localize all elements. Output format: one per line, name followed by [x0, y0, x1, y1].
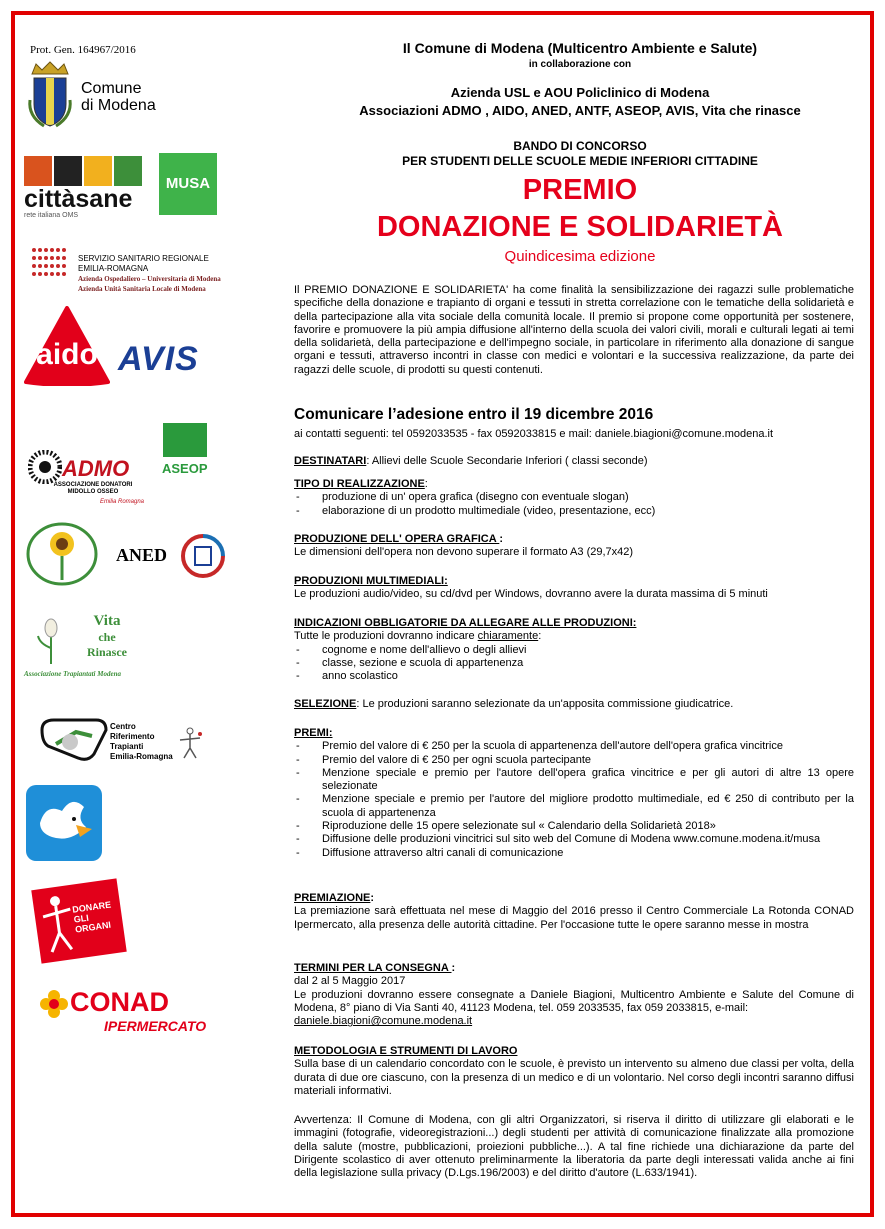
flower-icon	[36, 618, 66, 664]
conad-logo	[40, 990, 68, 1023]
tile-icon	[84, 156, 112, 186]
musa-logo	[159, 153, 217, 215]
vita-che-rinasce-icon	[36, 618, 66, 669]
partners-block	[290, 84, 870, 120]
cittasane-tiles	[24, 156, 142, 186]
destinatari-section	[294, 455, 854, 468]
dove-logo	[26, 785, 102, 861]
multimedia-text: Le produzioni audio/video, su cd/dvd per Windows, dovranno avere la durata massima di 5 minuti	[294, 588, 768, 601]
vita-subtext: Associazione Trapiantati Modena	[24, 670, 121, 678]
comune-crest-icon	[26, 60, 74, 130]
multimedia-section	[294, 575, 854, 602]
list-item: - Diffusione attraverso altri canali di comunicazione	[294, 847, 854, 860]
avvertenza-paragraph: Avvertenza: Il Comune di Modena, con gli altri Organizzatori, si riserva il diritto di utilizzare gli elaborati e le immagini (fotografie, videoregistrazioni...) degli studenti per attività di comunicazione finalizzate alla promozione della salute (mostre, pubblicazioni, proiezioni pubbliche...). A tal fine richiede una dichiarazione da parte del Dirigente scolastico di aver ottenuto preliminarmente la liberatoria da parte degli interessati valida anche ai fini della legislazione sulla privacy (D.Lgs.196/2003) e del diritto d'autore (L.633/1941).	[294, 1114, 854, 1180]
tile-icon	[24, 156, 52, 186]
bando-line2: PER STUDENTI DELLE SCUOLE MEDIE INFERIORI CITTADINE	[402, 154, 758, 168]
list-item: - Premio del valore di € 250 per la scuola di appartenenza dell'autore dell'opera grafica vincitrice	[294, 740, 854, 753]
figure-icon	[36, 891, 80, 955]
tile-icon	[54, 156, 82, 186]
list-item: - Premio del valore di € 250 per ogni scuola partecipante	[294, 754, 854, 767]
vita-word: Vita	[93, 613, 121, 629]
premiazione-section: PREMIAZIONE: La premiazione sarà effettuata nel mese di Maggio del 2016 presso il Centro Commerciale La Rotonda CONAD Ipermercato, alla presenza delle autorità cittadine. Per l'occasione tutte le opere saranno messe in mostra	[294, 892, 854, 931]
destinatari-heading: DESTINATARI	[294, 455, 367, 467]
selezione-section	[294, 698, 854, 711]
premiazione-text: La premiazione sarà effettuata nel mese di Maggio del 2016 presso il Centro Commerciale La Rotonda CONAD Ipermercato, alla presenza delle autorità cittadine. Per l'occasione tutte le opere saranno messe in mostra	[294, 905, 854, 931]
bando-line1: BANDO DI CONCORSO	[513, 139, 647, 153]
ssr-logo	[30, 246, 72, 285]
premi-heading: PREMI:	[294, 727, 333, 739]
ssr-text	[78, 254, 221, 294]
selezione-text: : Le produzioni saranno selezionate da un'apposita commissione giudicatrice.	[356, 698, 734, 710]
metodologia-heading: METODOLOGIA E STRUMENTI DI LAVORO	[294, 1045, 518, 1057]
crt-track-icon	[36, 716, 110, 766]
opera-heading: PRODUZIONE DELL' OPERA GRAFICA	[294, 533, 500, 545]
admo-text: ADMO	[62, 456, 130, 481]
premi-section	[294, 727, 854, 860]
termini-section: TERMINI PER LA CONSEGNA : dal 2 al 5 Maggio 2017 Le produzioni dovranno essere consegnate a Daniele Biagioni, Multicentro Ambiente e Salute del Comune di Modena, 8° piano di Via Santi 40, 41123 Modena, tel. 059 2033535, fax 059 2033815, e-mail: daniele.biagioni@comune.modena.it	[294, 962, 854, 1028]
musa-text: MUSA	[165, 175, 211, 192]
ssr-title: SERVIZIO SANITARIO REGIONALE	[78, 254, 209, 263]
list-item: - anno scolastico	[294, 670, 854, 683]
sunflower-icon	[24, 520, 100, 588]
antf-logo	[24, 520, 100, 593]
tile-icon	[114, 156, 142, 186]
list-item: - Riproduzione delle 15 opere selezionate sul « Calendario della Solidarietà 2018»	[294, 820, 854, 833]
destinatari-text: : Allievi delle Scuole Secondarie Inferiori ( classi seconde)	[366, 455, 648, 467]
contacts-line: ai contatti seguenti: tel 0592033535 - fax 0592033815 e mail: daniele.biagioni@comune.modena.it	[294, 428, 773, 440]
ssr-line2: Azienda Unità Sanitaria Locale di Modena	[78, 285, 206, 293]
crt-logo	[36, 716, 110, 771]
vita-che-rinasce-text	[84, 613, 130, 660]
che-word: che	[98, 630, 116, 644]
bando-block	[290, 139, 870, 169]
cittasane-logo	[24, 156, 142, 219]
donare-text: DONARE GLI ORGANI	[71, 899, 112, 935]
premi-list	[294, 740, 854, 860]
comune-modena-text: Comune di Modena	[81, 80, 156, 114]
indicazioni-heading: INDICAZIONI OBBLIGATORIE DA ALLEGARE ALLE PRODUZIONI:	[294, 617, 637, 629]
opera-text: Le dimensioni dell'opera non devono superare il formato A3 (29,7x42)	[294, 546, 634, 559]
cittasane-subtext: rete italiana OMS	[24, 212, 79, 219]
list-item: - cognome e nome dell'allievo o degli allievi	[294, 644, 854, 657]
aned-icon	[180, 533, 226, 584]
protocol-number: Prot. Gen. 164967/2016	[30, 44, 136, 56]
ssr-line1: Azienda Ospedaliero – Universitaria di Modena	[78, 275, 221, 283]
aseop-text: ASEOP	[162, 461, 208, 476]
title-line1: PREMIO	[522, 174, 638, 206]
conad-flower-icon	[40, 990, 68, 1018]
partners-line1: Azienda USL e AOU Policlinico di Modena	[450, 85, 710, 100]
indicazioni-emphasis: chiaramente	[477, 630, 539, 643]
partners-line2: Associazioni ADMO , AIDO, ANED, ANTF, ASEOP, AVIS, Vita che rinasce	[359, 103, 801, 118]
multimedia-heading: PRODUZIONI MULTIMEDIALI:	[294, 575, 448, 587]
premiazione-heading: PREMIAZIONE	[294, 892, 371, 904]
aido-text: aido	[36, 338, 98, 371]
termini-email-link[interactable]: daniele.biagioni@comune.modena.it	[294, 1015, 473, 1028]
conad-text: CONAD	[70, 987, 169, 1017]
termini-date: dal 2 al 5 Maggio 2017	[294, 975, 406, 988]
indicazioni-intro: Tutte le produzioni dovranno indicare	[294, 630, 478, 643]
aido-logo	[24, 306, 110, 386]
indicazioni-section: INDICAZIONI OBBLIGATORIE DA ALLEGARE ALLE PRODUZIONI: Tutte le produzioni dovranno indicare chiaramente: - cognome e nome dell'allievo o degli allievi - classe, sezione e scuola di appartenenza - anno scolastico	[294, 617, 854, 683]
list-item: - elaborazione di un prodotto multimediale (video, presentazione, ecc)	[294, 505, 854, 518]
tipo-heading: TIPO DI REALIZZAZIONE	[294, 478, 425, 490]
selezione-heading: SELEZIONE	[294, 698, 357, 710]
list-item: - Diffusione delle produzioni vincitrici sul sito web del Comune di Modena www.comune.modena.it/musa	[294, 833, 854, 846]
deadline-heading: Comunicare l’adesione entro il 19 dicembre 2016	[294, 406, 654, 423]
aned-circle-icon	[180, 533, 226, 579]
stick-figure-icon	[174, 726, 204, 760]
admo-sunburst-icon	[28, 450, 62, 484]
cittasane-text: cittàsane	[24, 185, 133, 213]
aseop-icon	[163, 423, 207, 457]
crt-text: Centro Riferimento Trapianti Emilia-Romagna	[110, 722, 173, 761]
metodologia-text: Sulla base di un calendario concordato con le scuole, è previsto un intervento su almeno due classi per volta, della durata di due ore ciascuno, con la presenza di un medico e di un volontario. Nel corso degli incontri saranno diffusi materiali informativi.	[294, 1058, 854, 1097]
admo-region: Emilia Romagna	[100, 499, 145, 505]
tipo-list	[294, 491, 854, 518]
ssr-dots-icon	[30, 246, 72, 280]
termini-heading: TERMINI PER LA CONSEGNA	[294, 962, 452, 974]
donare-organi-logo	[31, 878, 126, 963]
list-item: - classe, sezione e scuola di appartenenza	[294, 657, 854, 670]
comune-modena-logo	[26, 60, 74, 135]
collaboration-line: in collaborazione con	[528, 59, 632, 70]
aned-text: ANED	[116, 545, 168, 565]
tipo-section: TIPO DI REALIZZAZIONE: - produzione di un' opera grafica (disegno con eventuale slogan) - elaborazione di un prodotto multimediale (video, presentazione, ecc)	[294, 478, 854, 518]
metodologia-section	[294, 1045, 854, 1098]
opera-section: PRODUZIONE DELL' OPERA GRAFICA : Le dimensioni dell'opera non devono superare il formato A3 (29,7x42)	[294, 533, 854, 560]
ipermercato-text: IPERMERCATO	[104, 1018, 207, 1034]
dove-icon	[26, 785, 102, 861]
ssr-region: EMILIA-ROMAGNA	[78, 264, 149, 273]
rinasce-word: Rinasce	[87, 645, 127, 659]
title-line2: DONAZIONE E SOLIDARIETÀ	[376, 211, 783, 243]
edition-label: Quindicesima edizione	[504, 248, 656, 265]
admo-subtext: ASSOCIAZIONE DONATORI MIDOLLO OSSEO	[53, 482, 133, 495]
avis-logo: AVIS	[118, 340, 199, 378]
indicazioni-list	[294, 644, 854, 684]
person-icon	[174, 726, 204, 765]
organizer-line: Il Comune di Modena (Multicentro Ambiente e Salute)	[402, 40, 758, 56]
list-item: - Menzione speciale e premio per l'autore del migliore prodotto multimediale, ed € 250 di contributo per la scuola di appartenenza	[294, 793, 854, 820]
termini-text: Le produzioni dovranno essere consegnate a Daniele Biagioni, Multicentro Ambiente e Salute del Comune di Modena, 8° piano di Via Santi 40, 41123 Modena, tel. 059 2033535, fax 059 2033815, e-mail:	[294, 988, 854, 1014]
list-item: - Menzione speciale e premio per l'autore dell'opera grafica vincitrice e per gli autori di altre 13 opere selezionate	[294, 767, 854, 794]
list-item: - produzione di un' opera grafica (disegno con eventuale slogan)	[294, 491, 854, 504]
intro-paragraph: Il PREMIO DONAZIONE E SOLIDARIETA' ha come finalità la sensibilizzazione dei ragazzi sulle problematiche specifiche della donazione e trapianto di organi e tessuti in stretta correlazione con le tematiche della solidarietà e della partecipazione alla vita sociale della comunità locale. Il premio si propone come opportunità per sostenere, favorire e promuovere la più ampia diffusione all'interno della scuola dei valori civili, morali e culturali legati ai temi della solidarietà, della partecipazione e dell'impegno sociale, in particolare in riferimento alla donazione di sangue organi e tessuti, attraverso incontri in classe con medici e volontari e la successiva realizzazione, da parte dei ragazzi delle scuole, di prodotti su questi contenuti.	[294, 284, 854, 376]
page-title	[290, 172, 870, 246]
